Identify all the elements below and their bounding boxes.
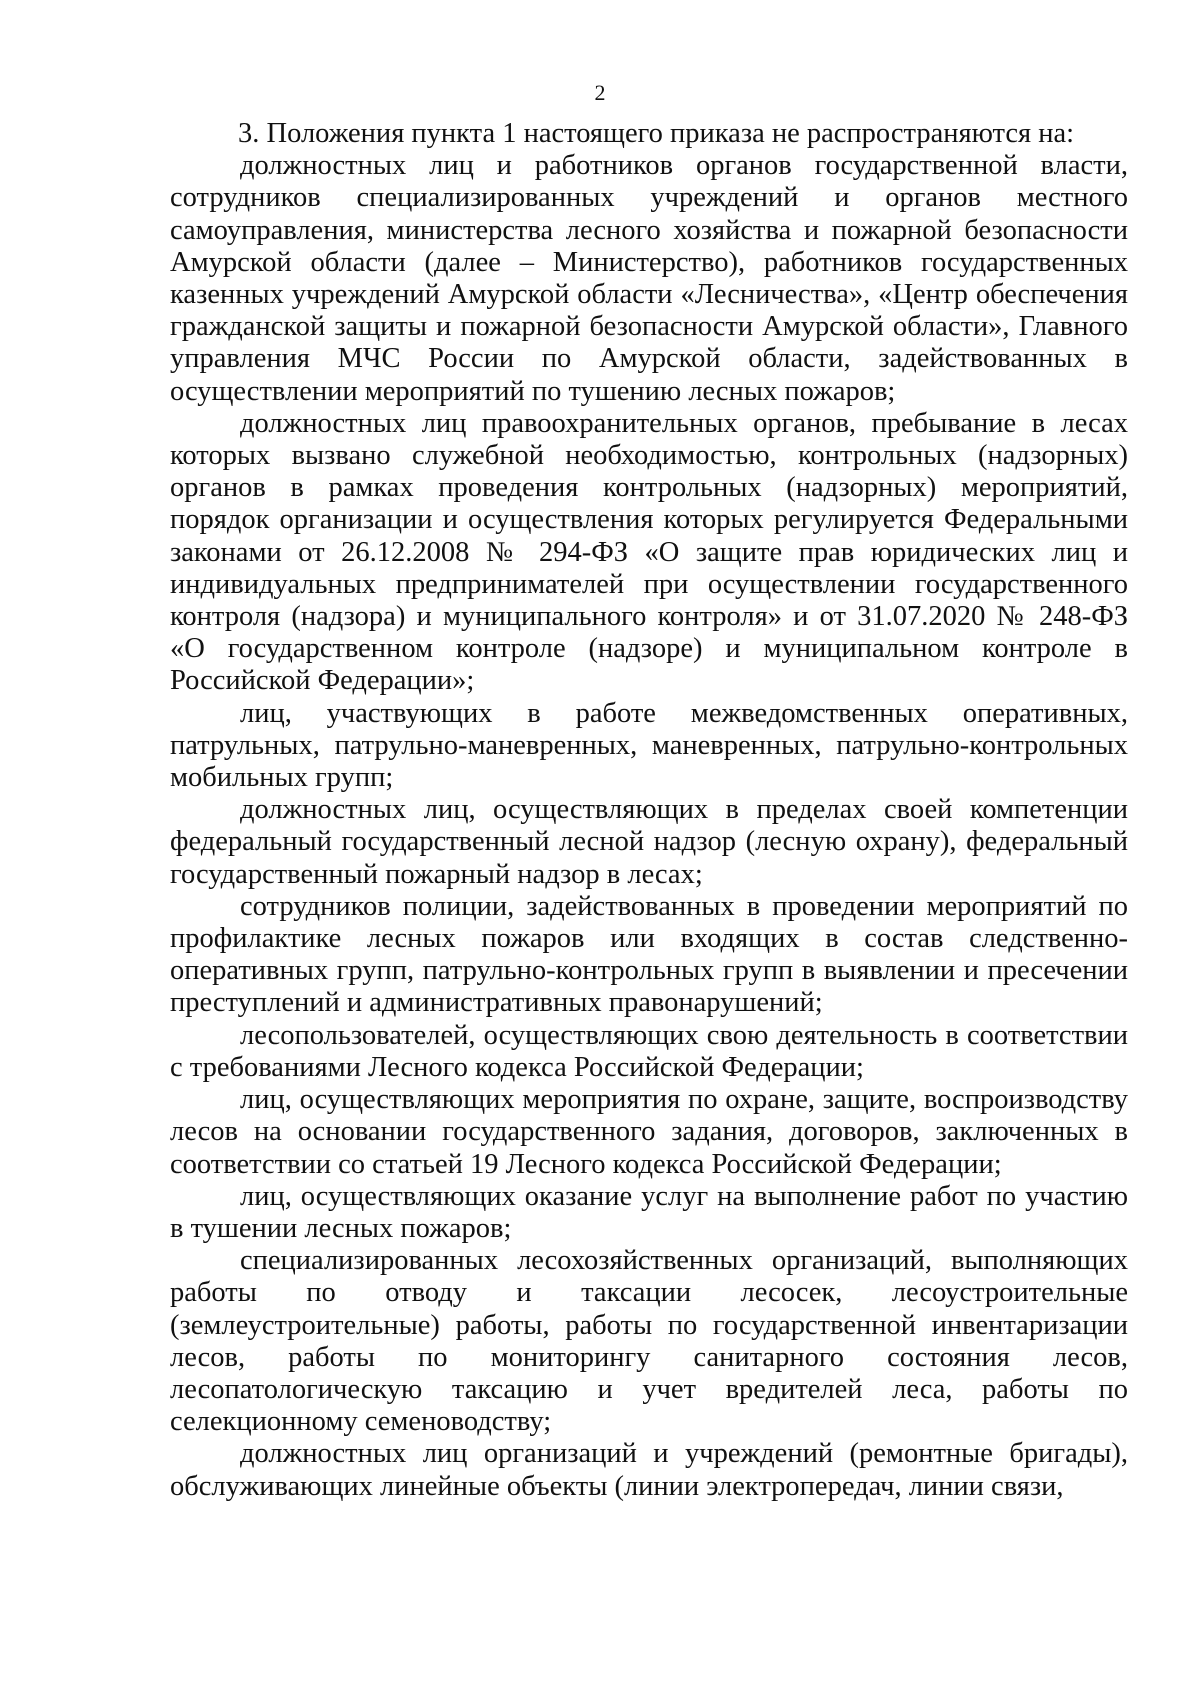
paragraph-firefighting-service-providers: лиц, осуществляющих оказание услуг на выполнение работ по участию в тушении лесных пожаров;: [170, 1180, 1128, 1244]
paragraph-law-enforcement-officials: должностных лиц правоохранительных органов, пребывание в лесах которых вызвано служебной необходимостью, контрольных (надзорных) органов в рамках проведения контрольных (надзорных) мероприятий, порядок организации и осуществления которых регулируется Федеральными законами от 26.12.2008 № 294-ФЗ «О защите прав юридических лиц и индивидуальных предпринимателей при осуществлении государственного контроля (надзора) и муниципального контроля» и от 31.07.2020 № 248-ФЗ «О государственном контроле (надзоре) и муниципальном контроле в Российской Федерации»;: [170, 407, 1128, 697]
paragraph-police-officers: сотрудников полиции, задействованных в проведении мероприятий по профилактике лесных пожаров или входящих в состав следственно-оперативных групп, патрульно-контрольных групп в выявлении и пресечении преступлений и административных правонарушений;: [170, 890, 1128, 1019]
paragraph-interagency-groups: лиц, участвующих в работе межведомственных оперативных, патрульных, патрульно-маневренных, маневренных, патрульно-контрольных мобильных групп;: [170, 697, 1128, 794]
paragraph-forest-supervision-officials: должностных лиц, осуществляющих в пределах своей компетенции федеральный государственный лесной надзор (лесную охрану), федеральный государственный пожарный надзор в лесах;: [170, 794, 1128, 890]
paragraph-forest-users: лесопользователей, осуществляющих свою деятельность в соответствии с требованиями Лесного кодекса Российской Федерации;: [170, 1019, 1128, 1083]
paragraph-repair-crews: должностных лиц организаций и учреждений (ремонтные бригады), обслуживающих линейные объекты (линии электропередач, линии связи,: [170, 1438, 1128, 1502]
document-body: [170, 118, 1128, 1503]
paragraph-forest-protection-persons: лиц, осуществляющих мероприятия по охране, защите, воспроизводству лесов на основании государственного задания, договоров, заключенных в соответствии со статьей 19 Лесного кодекса Российской Федерации;: [170, 1084, 1128, 1180]
paragraph-item-3-heading: 3. Положения пункта 1 настоящего приказа не распространяются на:: [238, 118, 1075, 149]
paragraph-forestry-organizations: специализированных лесохозяйственных организаций, выполняющих работы по отводу и таксации лесосек, лесоустроительные (землеустроительные) работы, работы по государственной инвентаризации лесов, работы по мониторингу санитарного состояния лесов, лесопатологическую таксацию и учет вредителей леса, работы по селекционному семеноводству;: [170, 1245, 1128, 1438]
paragraph-government-officials: должностных лиц и работников органов государственной власти, сотрудников специализированных учреждений и органов местного самоуправления, министерства лесного хозяйства и пожарной безопасности Амурской области (далее – Министерство), работников государственных казенных учреждений Амурской области «Лесничества», «Центр обеспечения гражданской защиты и пожарной безопасности Амурской области», Главного управления МЧС России по Амурской области, задействованных в осуществлении мероприятий по тушению лесных пожаров;: [170, 150, 1128, 407]
page-number: 2: [594, 80, 606, 105]
